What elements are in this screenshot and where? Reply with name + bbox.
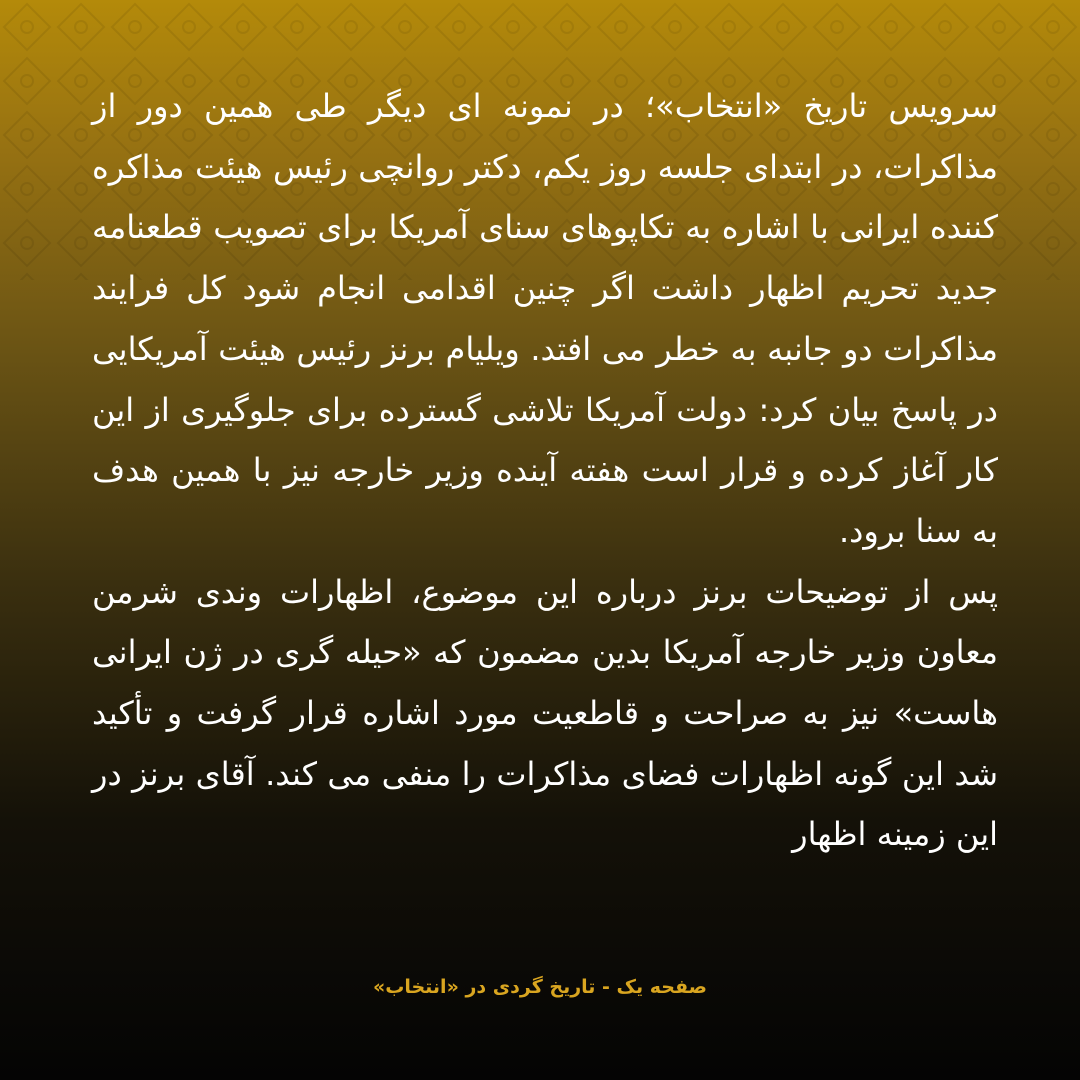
article-paragraph-2: پس از توضیحات برنز درباره این موضوع، اظهارات وندی شرمن معاون وزیر خارجه آمریکا بدین مضمون که «حیله گری در ژن ایرانی هاست» نیز به صراحت و قاطعیت مورد اشاره قرار گرفت و تأکید شد این گونه اظهارات فضای مذاکرات را منفی می کند. آقای برنز در این زمینه اظهار xyxy=(92,572,998,854)
article-paragraph-1: سرویس تاریخ «انتخاب»؛ در نمونه ای دیگر طی همین دور از مذاکرات، در ابتدای جلسه روز یکم، دکتر روانچی رئیس هیئت مذاکره کننده ایرانی با اشاره به تکاپوهای سنای آمریکا برای تصویب قطعنامه جدید تحریم اظهار داشت اگر چنین اقدامی انجام شود کل فرایند مذاکرات دو جانبه به خطر می افتد. ویلیام برنز رئیس هیئت آمریکایی در پاسخ بیان کرد: دولت آمریکا تلاشی گسترده برای جلوگیری از این کار آغاز کرده و قرار است هفته آینده وزیر خارجه نیز با همین هدف به سنا برود. xyxy=(92,87,998,550)
article-body xyxy=(92,76,998,865)
footer-caption: صفحه یک - تاریخ گردی در «انتخاب» xyxy=(372,976,708,998)
